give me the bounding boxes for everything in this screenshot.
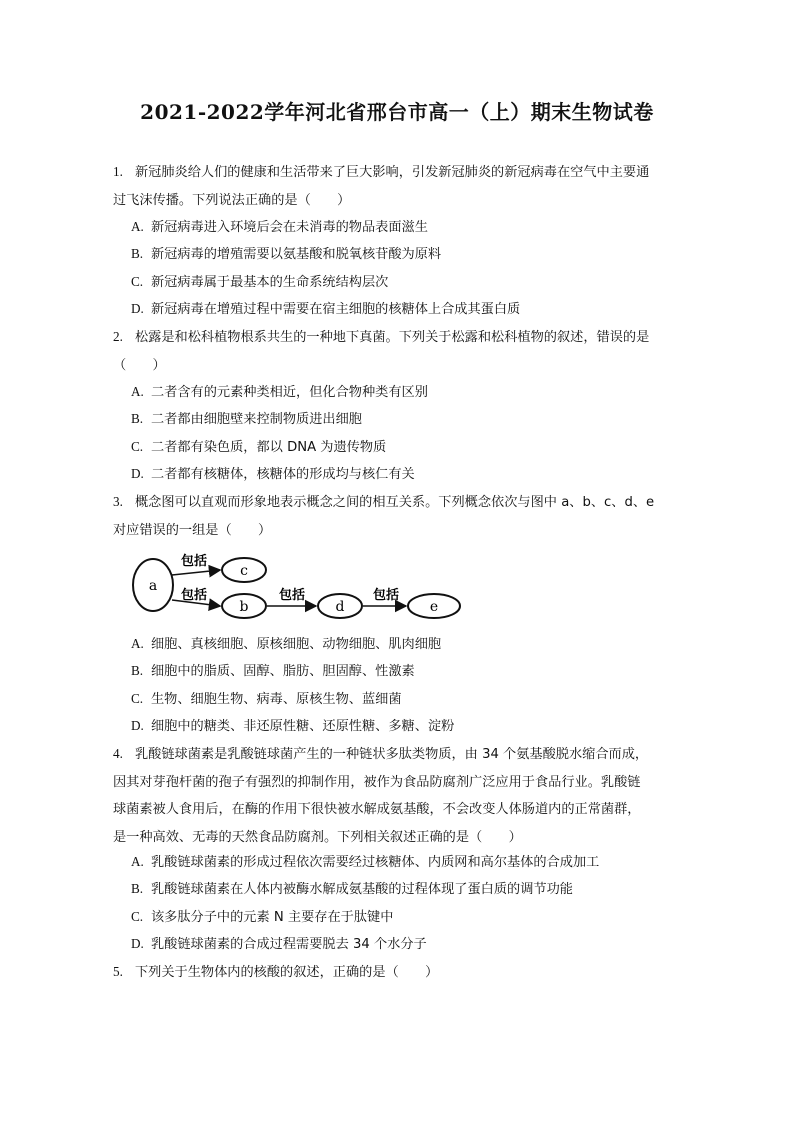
option-3d: D. 细胞中的糖类、非还原性糖、还原性糖、多糖、淀粉	[131, 718, 455, 734]
question-4	[113, 740, 703, 851]
option-1c: C. 新冠病毒属于最基本的生命系统结构层次	[131, 274, 389, 290]
question-1	[113, 158, 698, 214]
edge-a-c	[172, 570, 220, 575]
option-4b: B. 乳酸链球菌素在人体内被酶水解成氨基酸的过程体现了蛋白质的调节功能	[131, 881, 573, 897]
node-e-label: e	[429, 599, 439, 615]
question-5	[113, 958, 698, 987]
node-c-label: c	[240, 563, 248, 579]
option-1b: B. 新冠病毒的增殖需要以氨基酸和脱氧核苷酸为原料	[131, 246, 442, 262]
option-2c: C. 二者都有染色质，都以 DNA 为遗传物质	[131, 439, 387, 455]
question-number: 5.	[113, 964, 123, 979]
option-3b: B. 细胞中的脂质、固醇、脂肪、胆固醇、性激素	[131, 663, 415, 679]
question-text-cont: 是一种高效、无毒的天然食品防腐剂。下列相关叙述正确的是（ ）	[113, 829, 522, 845]
option-2d: D. 二者都有核糖体，核糖体的形成均与核仁有关	[131, 466, 415, 482]
node-d-label: d	[335, 599, 345, 615]
question-text-cont: 过飞沫传播。下列说法正确的是（ ）	[113, 192, 351, 208]
question-2	[113, 323, 698, 379]
option-4c: C. 该多肽分子中的元素 N 主要存在于肽键中	[131, 909, 394, 925]
question-number: 2.	[113, 329, 123, 344]
question-text: 松露是和松科植物根系共生的一种地下真菌。下列关于松露和松科植物的叙述，错误的是	[135, 330, 650, 345]
question-text: 新冠肺炎给人们的健康和生活带来了巨大影响，引发新冠肺炎的新冠病毒在空气中主要通	[135, 165, 650, 180]
edge-label-a-b: 包括	[180, 588, 208, 603]
question-text-cont: （ ）	[113, 357, 166, 373]
question-text: 概念图可以直观而形象地表示概念之间的相互关系。下列概念依次与图中 a、b、c、d、e	[135, 495, 655, 510]
option-4a: A. 乳酸链球菌素的形成过程依次需要经过核糖体、内质网和高尔基体的合成加工	[131, 854, 600, 870]
question-text-cont: 因其对芽孢杆菌的孢子有强烈的抑制作用，被作为食品防腐剂广泛应用于食品行业。乳酸链	[113, 774, 641, 790]
option-2a: A. 二者含有的元素种类相近，但化合物种类有区别	[131, 384, 428, 400]
question-text: 下列关于生物体内的核酸的叙述，正确的是（ ）	[135, 965, 439, 980]
question-text-cont: 球菌素被人食用后，在酶的作用下很快被水解成氨基酸，不会改变人体肠道内的正常菌群，	[113, 802, 641, 817]
concept-diagram	[128, 545, 468, 625]
edge-label-b-d: 包括	[278, 588, 306, 603]
page-title: 2021-2022学年河北省邢台市高一（上）期末生物试卷	[140, 100, 654, 124]
node-b-label: b	[239, 599, 249, 615]
option-2b: B. 二者都由细胞壁来控制物质进出细胞	[131, 411, 362, 427]
question-number: 3.	[113, 494, 123, 509]
option-4d: D. 乳酸链球菌素的合成过程需要脱去 34 个水分子	[131, 936, 427, 952]
edge-label-a-c: 包括	[180, 554, 208, 569]
question-text-cont: 对应错误的一组是（ ）	[113, 522, 272, 538]
question-number: 1.	[113, 164, 123, 179]
option-1d: D. 新冠病毒在增殖过程中需要在宿主细胞的核糖体上合成其蛋白质	[131, 301, 521, 317]
question-text: 乳酸链球菌素是乳酸链球菌产生的一种链状多肽类物质，由 34 个氨基酸脱水缩合而成，	[135, 747, 649, 762]
question-number: 4.	[113, 746, 123, 761]
node-a-label: a	[148, 578, 158, 594]
question-3	[113, 488, 698, 544]
option-3c: C. 生物、细胞生物、病毒、原核生物、蓝细菌	[131, 691, 402, 707]
option-3a: A. 细胞、真核细胞、原核细胞、动物细胞、肌肉细胞	[131, 636, 442, 652]
option-1a: A. 新冠病毒进入环境后会在未消毒的物品表面滋生	[131, 219, 428, 235]
edge-label-d-e: 包括	[372, 588, 400, 603]
